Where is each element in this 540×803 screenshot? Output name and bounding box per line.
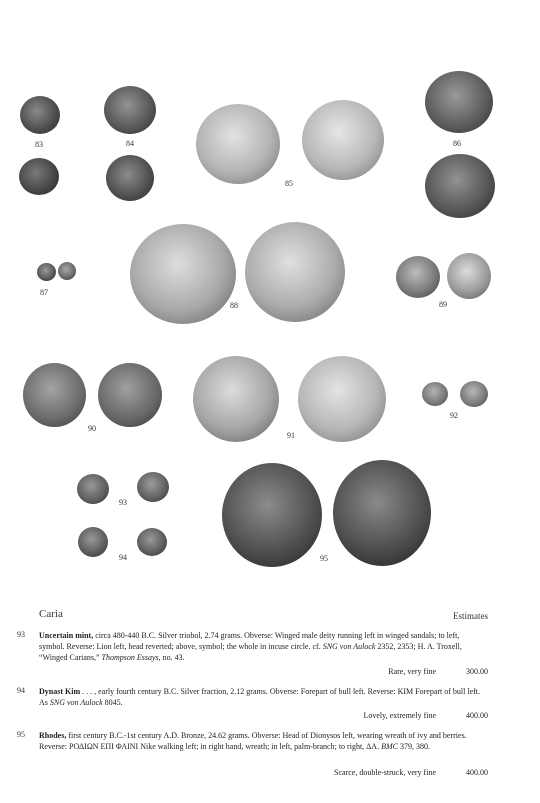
lot-number: 93	[17, 630, 25, 639]
lot-grade: Rare, very fine	[388, 667, 436, 676]
lot-number-84: 84	[126, 139, 134, 148]
lot-estimate: 400.00	[466, 711, 488, 720]
coin-88-reverse	[245, 222, 345, 322]
coin-90-obverse	[23, 363, 86, 427]
coin-87-reverse	[58, 262, 76, 280]
coin-92-obverse	[422, 382, 448, 406]
lot-name: Uncertain mint,	[39, 631, 94, 640]
lot-number-94: 94	[119, 553, 127, 562]
coin-91-obverse	[193, 356, 279, 442]
estimates-label: Estimates	[453, 611, 488, 621]
lot-number-88: 88	[230, 301, 238, 310]
coin-89-reverse	[447, 253, 491, 299]
coin-91-reverse	[298, 356, 386, 442]
lot-estimate: 300.00	[466, 667, 488, 676]
coin-85-obverse	[196, 104, 280, 184]
lot-grade: Lovely, extremely fine	[363, 711, 436, 720]
coin-84-obverse	[104, 86, 156, 134]
lot-number-87: 87	[40, 288, 48, 297]
section-title: Caria	[39, 608, 63, 620]
lot-number-83: 83	[35, 140, 43, 149]
coin-88-obverse	[130, 224, 236, 324]
lot-number-85: 85	[285, 179, 293, 188]
coin-92-reverse	[460, 381, 488, 407]
lot-name: Rhodes,	[39, 731, 67, 740]
coin-86-obverse	[425, 71, 493, 133]
lot-description: Rhodes, first century B.C.-1st century A.D. Bronze, 24.62 grams. Obverse: Head of Dionysos left, wearing wreath of ivy and berries. Reverse: ΡΟΔΙΩΝ ΕΠΙ ΦΑΙΝΙ Nike walking left; in right hand, wreath; in left, palm-branch; to right, ΔΑ. BMC 379, 380.	[39, 731, 467, 751]
lot-number-95: 95	[320, 554, 328, 563]
lot-number-86: 86	[453, 139, 461, 148]
coin-83-reverse	[19, 158, 59, 195]
lot-number-90: 90	[88, 424, 96, 433]
lot-name: Dynast Kim	[39, 687, 81, 696]
coin-83-obverse	[20, 96, 60, 134]
lot-number-93: 93	[119, 498, 127, 507]
coin-93-reverse	[137, 472, 169, 502]
lot-description: Dynast Kim . . . , early fourth century B.C. Silver fraction, 2.12 grams. Obverse: Forepart of bull left. Reverse: KIM Forepart of bull left. As SNG von Aulock 8045.	[39, 687, 481, 707]
lot-number: 94	[17, 686, 25, 695]
coin-87-obverse	[37, 263, 56, 281]
coin-95-reverse	[333, 460, 431, 566]
lot-estimate: 400.00	[466, 768, 488, 777]
lot-grade: Scarce, double-struck, very fine	[334, 768, 436, 777]
coin-85-reverse	[302, 100, 384, 180]
coin-95-obverse	[222, 463, 322, 567]
coin-93-obverse	[77, 474, 109, 504]
coin-94-obverse	[78, 527, 108, 557]
lot-number-92: 92	[450, 411, 458, 420]
coin-90-reverse	[98, 363, 162, 427]
lot-number-91: 91	[287, 431, 295, 440]
lot-number: 95	[17, 730, 25, 739]
coin-94-reverse	[137, 528, 167, 556]
lot-number-89: 89	[439, 300, 447, 309]
coin-89-obverse	[396, 256, 440, 298]
coin-86-reverse	[425, 154, 495, 218]
coin-84-reverse	[106, 155, 154, 201]
lot-description: Uncertain mint, circa 480-440 B.C. Silver triobol, 2.74 grams. Obverse: Winged male deity running left in winged sandals; to left, symbol. Reverse: Lion left, head reverted; above, symbol; the whole in incuse circle. cf. SNG von Aulock 2352, 2353; H. A. Troxell, “Winged Carians,” Thompson Essays, no. 43.	[39, 631, 462, 662]
